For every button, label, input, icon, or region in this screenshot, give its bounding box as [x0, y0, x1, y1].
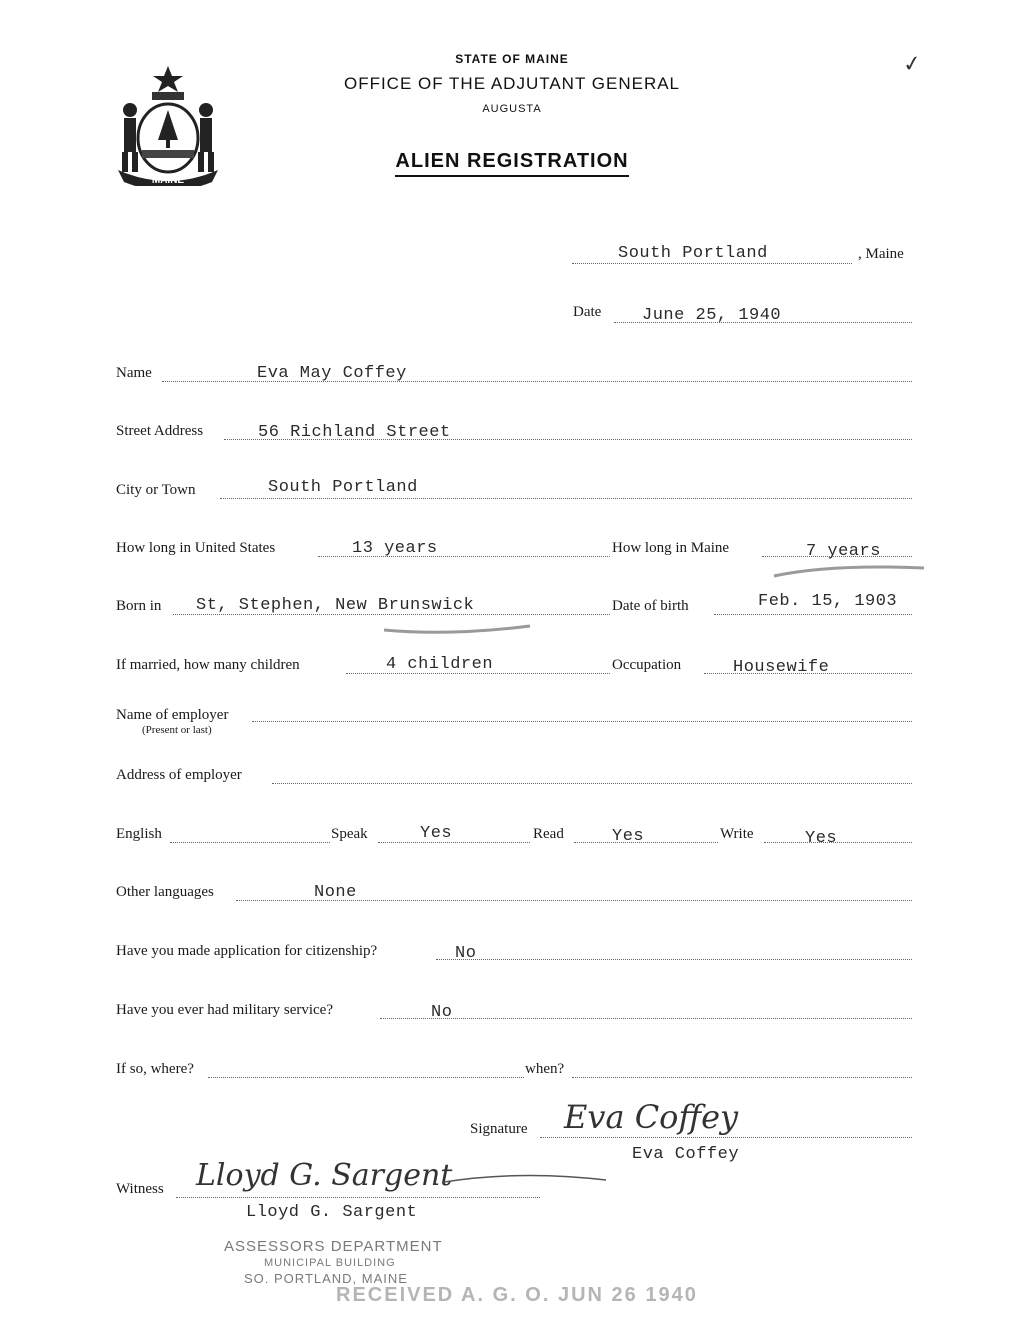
- stamp-received: RECEIVED A. G. O. JUN 26 1940: [336, 1284, 698, 1306]
- witness-handwritten: Lloyd G. Sargent: [196, 1158, 453, 1193]
- born-in-label: Born in: [116, 598, 162, 614]
- how-long-us-label: How long in United States: [116, 540, 276, 556]
- witness-line: [176, 1197, 540, 1198]
- military-line: [380, 1018, 912, 1019]
- office-heading: OFFICE OF THE ADJUTANT GENERAL: [343, 74, 681, 93]
- signature-typed: Eva Coffey: [632, 1145, 740, 1164]
- citizenship-value: No: [455, 944, 477, 963]
- when-line: [572, 1077, 912, 1078]
- employer-address-line: [272, 783, 912, 784]
- speak-line: [378, 842, 530, 843]
- street-address-label: Street Address: [116, 423, 204, 439]
- where-line: [208, 1077, 524, 1078]
- state-heading: STATE OF MAINE: [455, 52, 569, 66]
- write-label: Write: [720, 826, 754, 842]
- date-label: Date: [573, 304, 602, 320]
- read-label: Read: [533, 826, 564, 842]
- svg-text:MAINE: MAINE: [151, 175, 185, 186]
- children-label: If married, how many children: [116, 657, 300, 673]
- write-line: [764, 842, 912, 843]
- name-value: Eva May Coffey: [257, 364, 407, 383]
- how-long-us-value: 13 years: [352, 539, 438, 558]
- location-value: South Portland: [618, 244, 768, 263]
- occupation-label: Occupation: [612, 657, 682, 673]
- employer-name-line: [252, 721, 912, 722]
- write-value: Yes: [805, 829, 838, 848]
- city-heading: AUGUSTA: [482, 103, 542, 115]
- english-line: [170, 842, 330, 843]
- stamp-building: MUNICIPAL BUILDING: [264, 1257, 396, 1269]
- location-line: [572, 263, 852, 264]
- employer-name-label: Name of employer: [116, 707, 229, 723]
- pencil-mark-maine: [770, 562, 930, 582]
- date-of-birth-label: Date of birth: [612, 598, 689, 614]
- military-value: No: [431, 1003, 453, 1022]
- street-address-value: 56 Richland Street: [258, 423, 451, 442]
- citizenship-line: [436, 959, 912, 960]
- date-of-birth-line: [714, 614, 912, 615]
- employer-name-sublabel: (Present or last): [142, 724, 212, 736]
- city-label: City or Town: [116, 482, 196, 498]
- how-long-maine-value: 7 years: [806, 542, 881, 561]
- witness-flourish: [440, 1168, 610, 1192]
- city-line: [220, 498, 912, 499]
- check-mark-icon: ✓: [901, 50, 924, 79]
- signature-handwritten: Eva Coffey: [564, 1098, 739, 1136]
- other-languages-label: Other languages: [116, 884, 214, 900]
- read-line: [574, 842, 718, 843]
- speak-value: Yes: [420, 824, 453, 843]
- witness-label: Witness: [116, 1181, 164, 1197]
- form-title: ALIEN REGISTRATION: [0, 150, 1024, 173]
- name-label: Name: [116, 365, 152, 381]
- how-long-maine-label: How long in Maine: [612, 540, 730, 556]
- citizenship-label: Have you made application for citizenship?: [116, 943, 378, 959]
- pencil-mark-born: [380, 618, 540, 638]
- read-value: Yes: [612, 827, 645, 846]
- date-value: June 25, 1940: [642, 306, 782, 325]
- born-in-value: St, Stephen, New Brunswick: [196, 596, 475, 615]
- signature-label: Signature: [470, 1121, 528, 1137]
- date-of-birth-value: Feb. 15, 1903: [758, 592, 898, 611]
- english-label: English: [116, 826, 162, 842]
- military-label: Have you ever had military service?: [116, 1002, 333, 1018]
- children-value: 4 children: [386, 655, 494, 674]
- where-label: If so, where?: [116, 1061, 194, 1077]
- employer-address-label: Address of employer: [116, 767, 242, 783]
- location-suffix: , Maine: [858, 246, 904, 262]
- stamp-city: SO. PORTLAND, MAINE: [244, 1271, 408, 1286]
- when-label: when?: [525, 1061, 565, 1077]
- speak-label: Speak: [331, 826, 368, 842]
- city-value: South Portland: [268, 478, 418, 497]
- other-languages-value: None: [314, 883, 357, 902]
- signature-line: [540, 1137, 912, 1138]
- witness-typed: Lloyd G. Sargent: [246, 1203, 418, 1222]
- stamp-department: ASSESSORS DEPARTMENT: [224, 1238, 443, 1255]
- occupation-value: Housewife: [733, 658, 830, 677]
